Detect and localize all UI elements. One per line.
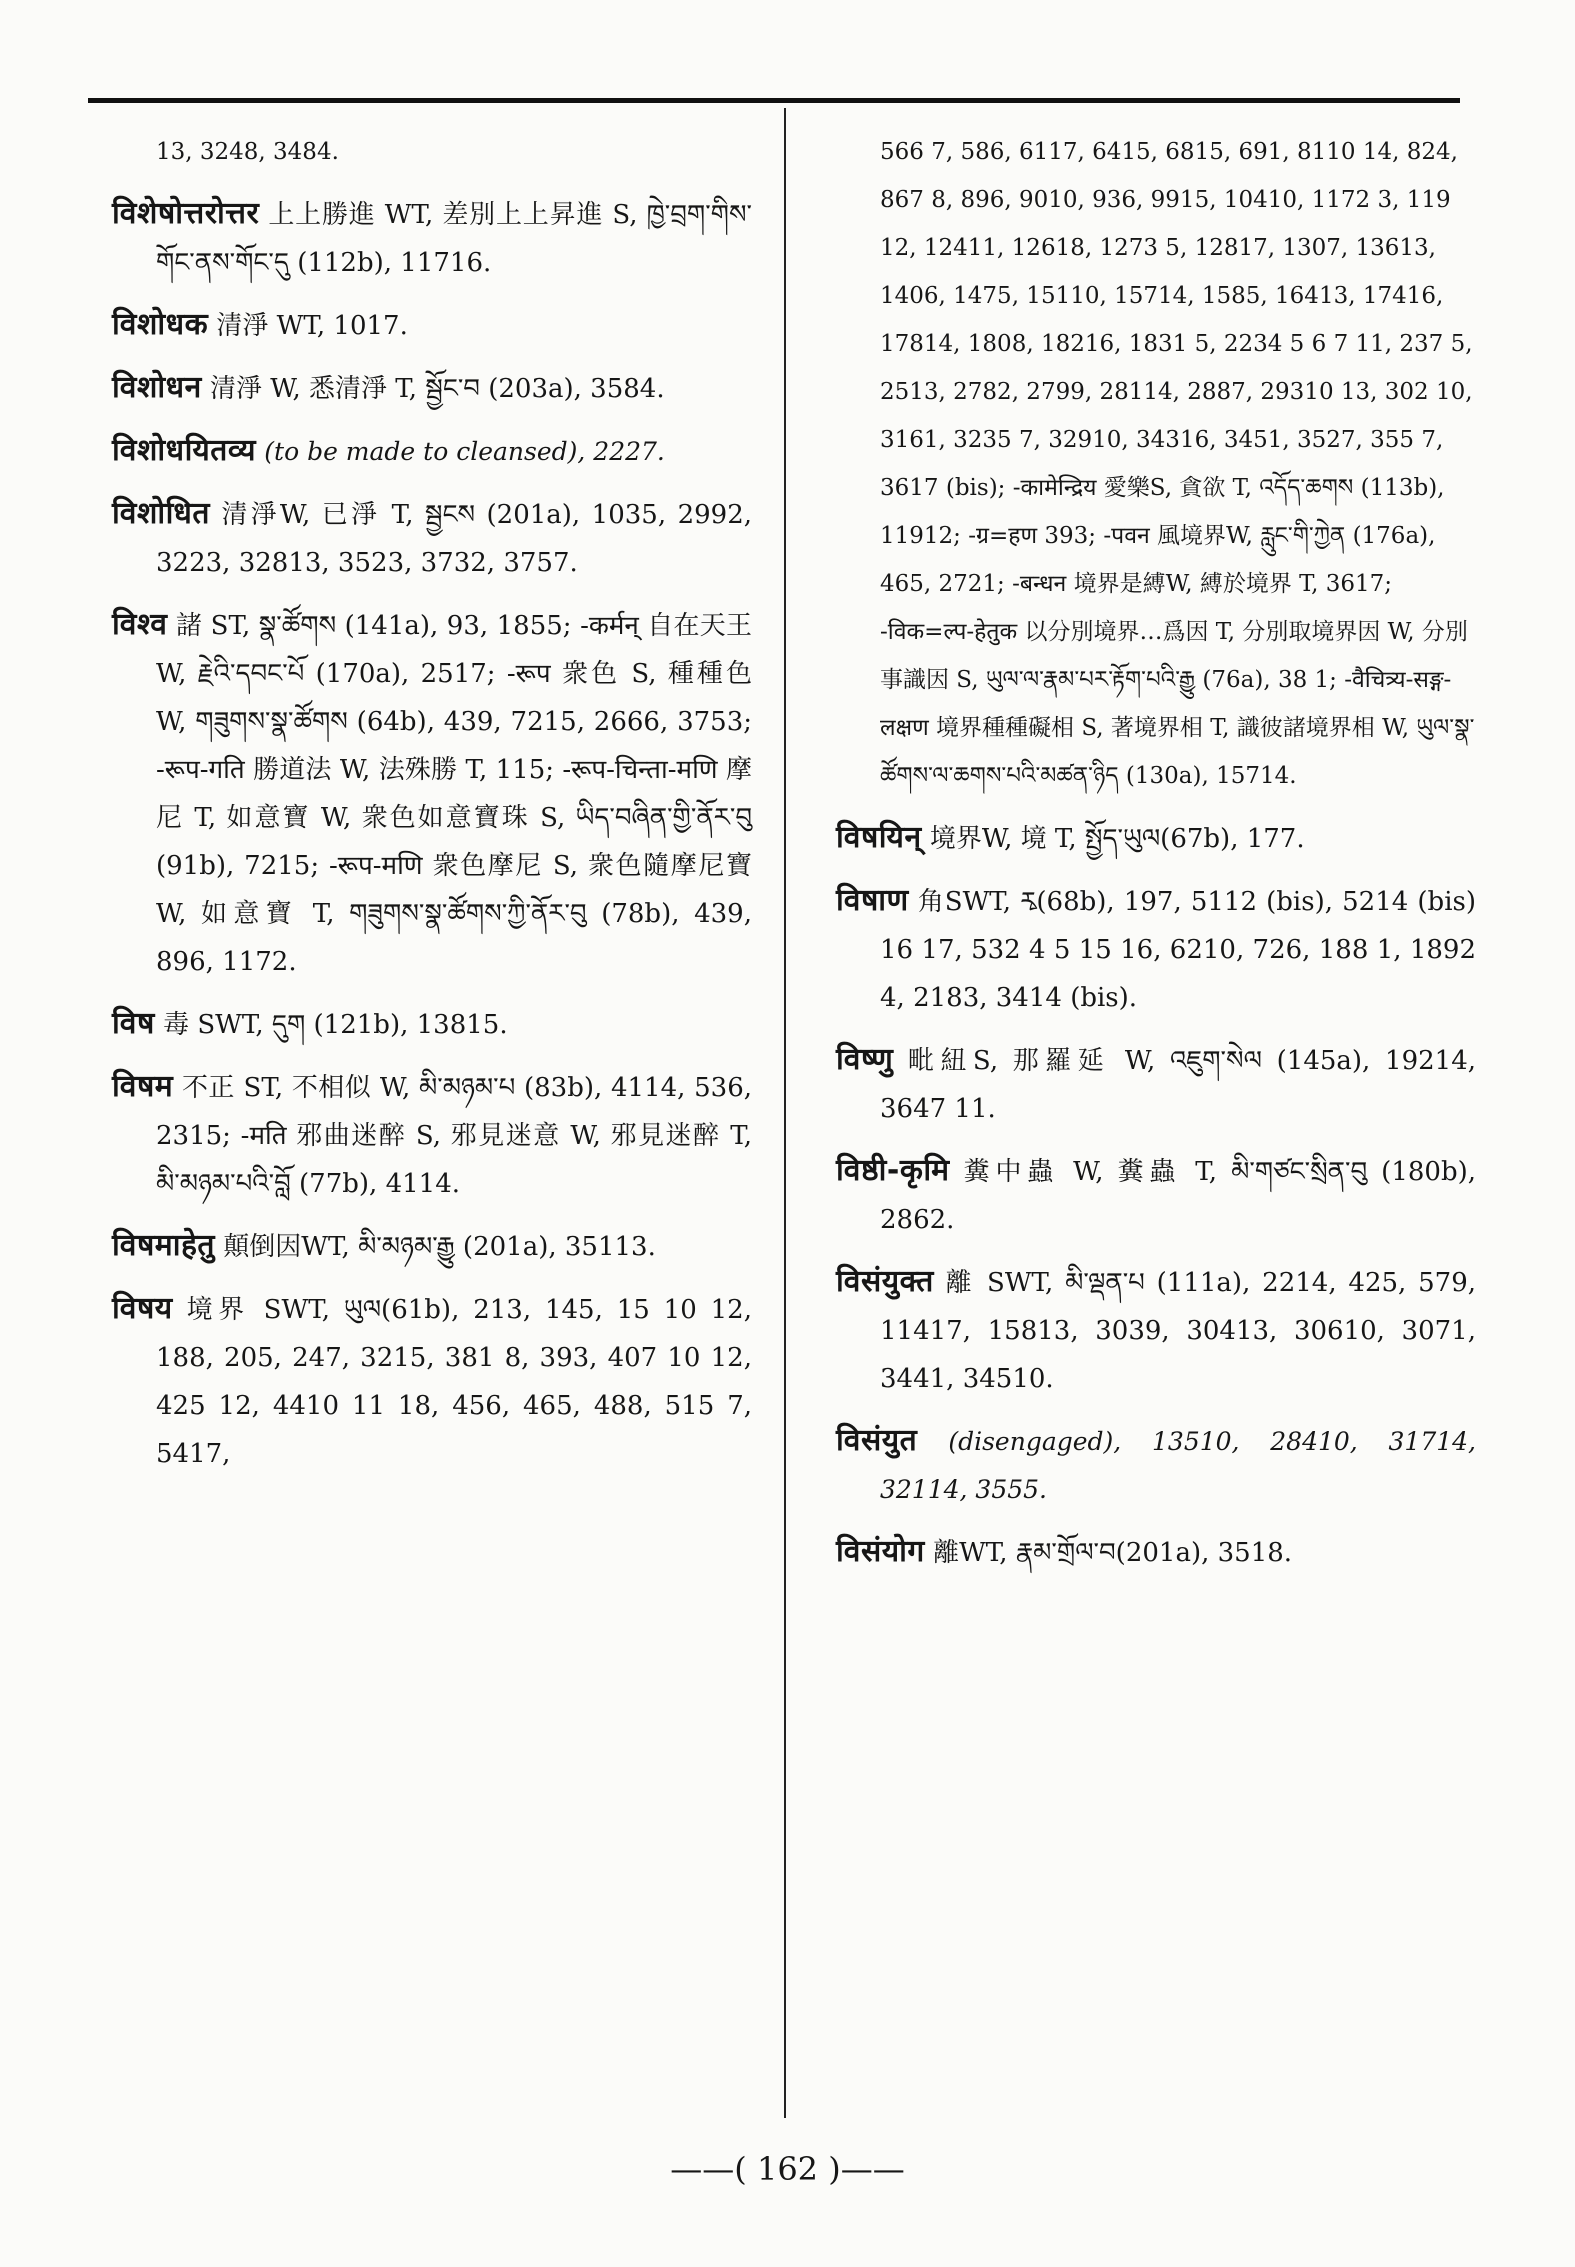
entry-body: (to be made to cleansed), 2227.: [264, 437, 665, 466]
dictionary-entry: [836, 1147, 1476, 1244]
headword: विसंयुक्त: [836, 1264, 934, 1299]
dictionary-entry: [112, 364, 752, 413]
headword: विषयिन्: [836, 820, 922, 855]
dictionary-entry: [836, 877, 1476, 1022]
headword: विषम: [112, 1069, 174, 1104]
dictionary-entry: [112, 601, 752, 986]
entry-body: 離WT, རྣམ་གྲོལ་བ(201a), 3518.: [933, 1538, 1293, 1568]
continuation-line: 13, 3248, 3484.: [156, 139, 339, 165]
entry-body: (disengaged), 13510, 28410, 31714, 32114, 3555.: [880, 1427, 1477, 1504]
headword: विष्णु: [836, 1042, 894, 1077]
dictionary-entry: [112, 1222, 752, 1271]
entry-body: 不正 ST, 不相似 W, མི་མཉམ་པ (83b), 4114, 536, 2315; -मति 邪曲迷醉 S, 邪見迷意 W, 邪見迷醉 T, མི་མཉམ་པའི་བློ (77b), 4114.: [156, 1073, 753, 1199]
top-rule: [88, 98, 1460, 103]
entry-body: 顛倒因WT, མི་མཉམ་རྒྱུ (201a), 35113.: [223, 1232, 656, 1262]
dictionary-entry: [112, 1063, 752, 1208]
entry-body: 境界 SWT, ཡུལ(61b), 213, 145, 15 10 12, 188, 205, 247, 3215, 381 8, 393, 407 10 12, 425 12, 4410 11 18, 456, 465, 488, 515 7, 5417,: [156, 1295, 752, 1469]
entry-body: 清淨 W, 悉清淨 T, སྦྱོང་བ (203a), 3584.: [210, 374, 665, 404]
dictionary-entry: [112, 190, 752, 287]
entry-body: 離 SWT, མི་ལྡན་པ (111a), 2214, 425, 579, 11417, 15813, 3039, 30413, 30610, 3071, 3441, 34510.: [880, 1268, 1476, 1394]
entry-body: 清淨 WT, 1017.: [216, 311, 408, 341]
dictionary-entry: [836, 1258, 1476, 1403]
headword: विसंयुत: [836, 1423, 918, 1458]
dictionary-entry: [112, 1000, 752, 1049]
entry-body: 上上勝進 WT, 差別上上昇進 S, ཁྱེ་བྲག་གིས་གོང་ནས་གོང་དུ (112b), 11716.: [156, 200, 752, 278]
headword: विसंयोग: [836, 1534, 925, 1569]
dictionary-entry: [112, 1285, 752, 1478]
entry-body: 糞中蟲 W, 糞蟲 T, མི་གཙང་སྲིན་བུ (180b), 2862.: [880, 1157, 1477, 1235]
dictionary-entry: [112, 301, 752, 350]
left-column: [112, 128, 752, 1492]
headword: विषाण: [836, 883, 909, 918]
headword: विषमाहेतु: [112, 1228, 216, 1263]
dictionary-entry: [112, 490, 752, 587]
headword: विशेषोत्तरोत्तर: [112, 196, 260, 231]
dictionary-entry: [836, 814, 1476, 863]
entry-body: 毒 SWT, དུག (121b), 13815.: [163, 1010, 508, 1040]
entry-body: 清淨W, 已淨 T, སྦྱངས (201a), 1035, 2992, 3223, 32813, 3523, 3732, 3757.: [156, 500, 753, 578]
right-column: [836, 128, 1476, 1591]
column-divider: [784, 108, 786, 2118]
dictionary-entry: [836, 1528, 1476, 1577]
dictionary-entry: [836, 1036, 1476, 1133]
headword: विष्ठी-कृमि: [836, 1153, 950, 1188]
headword: विशोधयितव्य: [112, 433, 256, 468]
headword: विशोधन: [112, 370, 202, 405]
headword: विष: [112, 1006, 155, 1041]
headword: विषय: [112, 1291, 173, 1326]
entry-body: 境界W, 境 T, སྤྱོད་ཡུལ(67b), 177.: [929, 824, 1305, 854]
entry-body: 諸 ST, སྣ་ཚོགས (141a), 93, 1855; -कर्मन् 自在天王 W, རྗེའི་དབང་པོ (170a), 2517; -रूप 衆色 S, 種種色 W, གཟུགས་སྣ་ཚོགས (64b), 439, 7215, 2666, 3753; -रूप-गति 勝道法 W, 法殊勝 T, 115; -रूप-चिन्ता-मणि 摩尼 T, 如意寶 W, 衆色如意寶珠 S, ཡིད་བཞིན་གྱི་ནོར་བུ (91b), 7215; -रूप-मणि 衆色摩尼 S, 衆色隨摩尼寶 W, 如意寶 T, གཟུགས་སྣ་ཚོགས་ཀྱི་ནོར་བུ (78b), 439, 896, 1172.: [156, 611, 753, 977]
dictionary-entry: [112, 427, 752, 476]
entry-body: 角SWT, རྭ(68b), 197, 5112 (bis), 5214 (bis) 16 17, 532 4 5 15 16, 6210, 726, 188 1, 1892 4, 2183, 3414 (bis).: [880, 887, 1477, 1013]
headword: विश्व: [112, 607, 168, 642]
headword: विशोधक: [112, 307, 209, 342]
headword: विशोधित: [112, 496, 210, 531]
page-number: ——( 162 )——: [670, 2150, 905, 2188]
entry-body: 毗紐S, 那羅延 W, འཇུག་སེལ (145a), 19214, 3647 11.: [880, 1046, 1476, 1124]
dictionary-entry: [836, 1417, 1476, 1514]
continuation-line: 566 7, 586, 6117, 6415, 6815, 691, 8110 14, 824, 867 8, 896, 9010, 936, 9915, 10410, 1172 3, 119 12, 12411, 12618, 1273 5, 12817, 1307, 13613, 1406, 1475, 15110, 15714, 1585, 16413, 17416, 17814, 1808, 18216, 1831 5, 2234 5 6 7 11, 237 5, 2513, 2782, 2799, 28114, 2887, 29310 13, 302 10, 3161, 3235 7, 32910, 34316, 3451, 3527, 355 7, 3617 (bis); -कामेन्द्रिय 愛樂S, 貪欲 T, འདོད་ཆགས (113b), 11912; -ग्र=हण 393; -पवन 風境界W, རླུང་གི་ཀྱེན (176a), 465, 2721; -बन्धन 境界是縛W, 縛於境界 T, 3617; -विक=ल्प-हेतुक 以分別境界…爲因 T, 分別取境界因 W, 分別事識因 S, ཡུལ་ལ་རྣམ་པར་རྟོག་པའི་རྒྱུ (76a), 38 1; -वैचित्र्य-सङ्ग-लक्षण 境界種種礙相 S, 著境界相 T, 識彼諸境界相 W, ཡུལ་སྣ་ཚོགས་ལ་ཆགས་པའི་མཚན་ཉིད (130a), 15714.: [880, 139, 1475, 789]
